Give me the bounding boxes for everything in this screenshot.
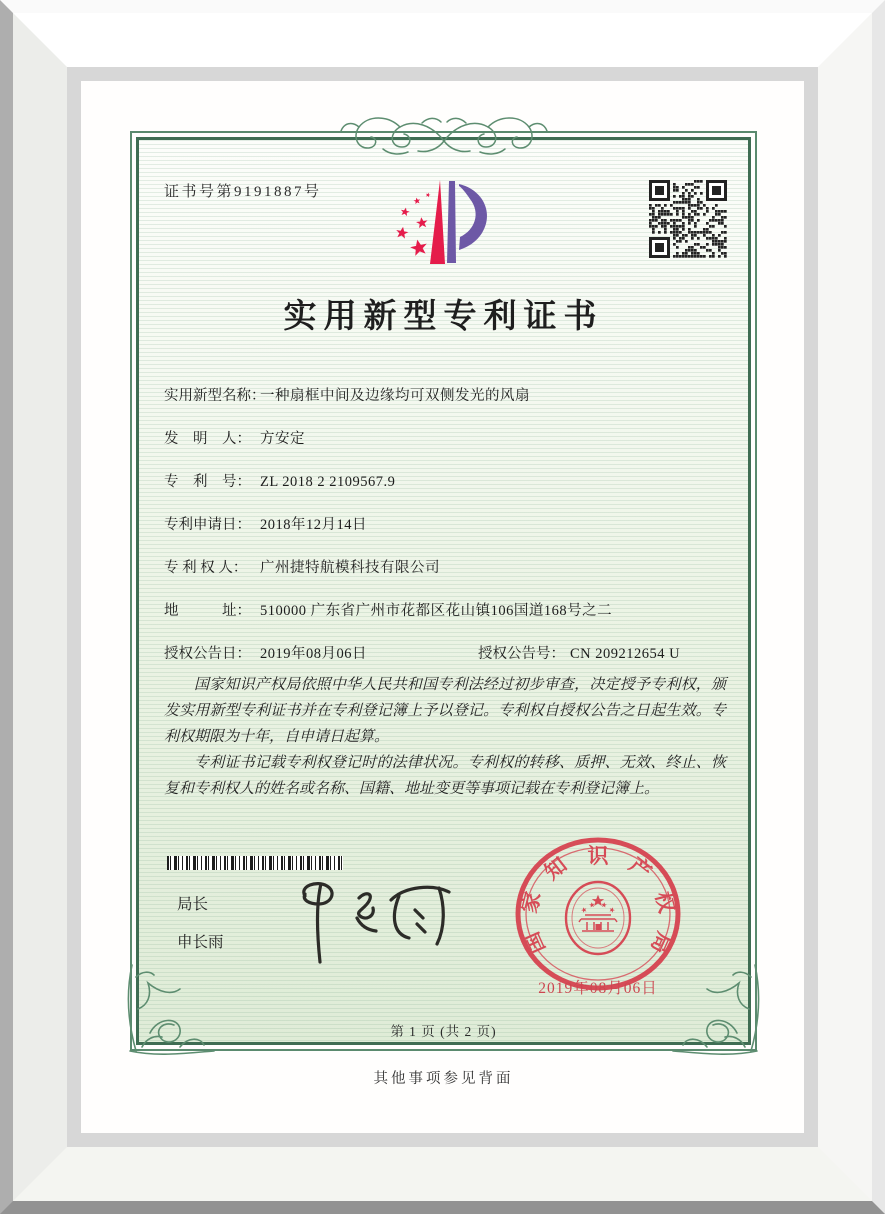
field-label: 授权公告日：: [164, 646, 251, 662]
svg-text:识: 识: [587, 844, 609, 868]
field-row: [164, 642, 730, 664]
legal-paragraph: 国家知识产权局依照中华人民共和国专利法经过初步审查，决定授予专利权，颁发实用新型专利证书并在专利登记簿上予以登记。专利权自授权公告之日起生效。专利权期限为十年，自申请日起算。: [164, 677, 726, 745]
svg-text:家: 家: [517, 889, 546, 916]
certificate-title: 实用新型专利证书: [283, 299, 604, 335]
qr-code: [649, 180, 727, 258]
logo-bar-icon: [447, 181, 456, 263]
field-row: [164, 599, 730, 621]
field-row: [164, 384, 730, 406]
field-value: 一种扇框中间及边缘均可双侧发光的风扇: [260, 388, 530, 404]
director-signature: [287, 872, 472, 972]
field-value: 510000 广东省广州市花都区花山镇106国道168号之二: [260, 603, 613, 619]
picture-frame: [13, 13, 872, 1201]
svg-text:权: 权: [650, 889, 679, 916]
logo-arc-icon: [459, 184, 487, 250]
field-label: 授权公告号：: [478, 646, 565, 662]
frame-mat: [67, 67, 818, 1147]
field-row: [164, 556, 730, 578]
top-center-flourish-ornament: [338, 105, 550, 163]
field-label: 地 址：: [164, 603, 251, 619]
tiananmen-gate-icon: [579, 915, 617, 931]
field-value: ZL 2018 2 2109567.9: [260, 474, 396, 490]
national-emblem-icon: [566, 882, 630, 954]
legal-paragraph: 专利证书记载专利权登记时的法律状况。专利权的转移、质押、无效、终止、恢复和专利权人的姓名或名称、国籍、地址变更等事项记载在专利登记簿上。: [164, 755, 726, 797]
seal-date: 2019年08月06日: [538, 980, 658, 997]
logo-spire-icon: [430, 180, 445, 264]
field-label: 专 利 号：: [164, 474, 251, 490]
certificate-paper: [81, 81, 804, 1133]
cnipa-logo-icon: [389, 174, 494, 278]
field-value: 广州捷特航模科技有限公司: [260, 560, 440, 576]
field-row: [164, 427, 730, 449]
field-value: 2019年08月06日: [260, 646, 367, 662]
field-row: [164, 470, 730, 492]
certificate-body: [136, 137, 751, 1045]
svg-text:国: 国: [519, 928, 550, 958]
field-label: 实用新型名称：: [164, 388, 266, 404]
field-label: 专 利 权 人：: [164, 560, 248, 576]
director-title: 局长: [177, 896, 209, 913]
svg-text:局: 局: [646, 928, 677, 958]
svg-text:产: 产: [624, 852, 656, 885]
reverse-side-note: 其他事项参见背面: [373, 1071, 514, 1087]
logo-stars-icon: [395, 192, 431, 256]
field-label: 发 明 人：: [164, 431, 251, 447]
field-list: [164, 384, 730, 685]
director-name: 申长雨: [177, 934, 224, 951]
field-label: 专利申请日：: [164, 517, 251, 533]
page-number: 第 1 页 (共 2 页): [390, 1024, 497, 1039]
barcode: [167, 856, 343, 870]
certificate-number: 证书号第9191887号: [164, 184, 322, 200]
legal-text: [164, 672, 726, 802]
field-value: CN 209212654 U: [570, 646, 681, 662]
bottom-right-flourish-ornament: [670, 959, 765, 1059]
bottom-left-flourish-ornament: [122, 959, 217, 1059]
svg-text:知: 知: [540, 852, 572, 885]
field-value: 2018年12月14日: [260, 517, 367, 533]
certificate-border: [130, 131, 757, 1051]
field-row: [164, 513, 730, 535]
official-seal: [509, 834, 687, 1002]
field-value: 方安定: [260, 431, 305, 447]
